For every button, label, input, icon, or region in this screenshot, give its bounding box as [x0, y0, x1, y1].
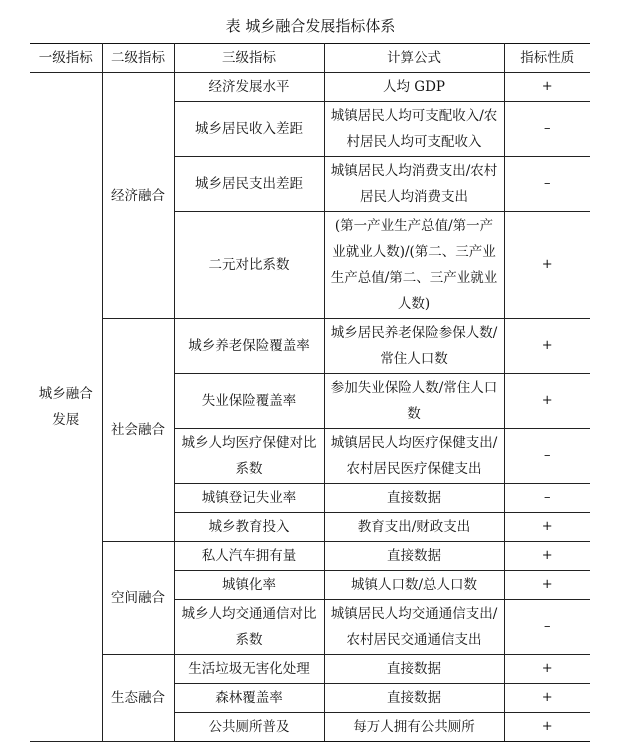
indicator-cell: 城乡居民收入差距: [174, 102, 324, 157]
nature-cell: +: [504, 655, 590, 684]
indicator-cell: 城乡人均交通通信对比系数: [174, 600, 324, 655]
header-level1: 一级指标: [30, 44, 102, 73]
formula-cell: (第一产业生产总值/第一产业就业人数)/(第二、三产业生产总值/第二、三产业就业人数): [324, 212, 504, 319]
formula-cell: 直接数据: [324, 684, 504, 713]
indicator-cell: 公共厕所普及: [174, 713, 324, 742]
header-level2: 二级指标: [102, 44, 174, 73]
nature-cell: –: [504, 429, 590, 484]
table-row: [30, 73, 590, 102]
level1-cell: 城乡融合发展: [30, 73, 102, 742]
formula-cell: 城镇人口数/总人口数: [324, 571, 504, 600]
level2-cell: 社会融合: [102, 319, 174, 542]
nature-cell: –: [504, 600, 590, 655]
indicator-cell: 城乡居民支出差距: [174, 157, 324, 212]
table-row: [30, 542, 590, 571]
indicator-cell: 森林覆盖率: [174, 684, 324, 713]
nature-cell: +: [504, 212, 590, 319]
nature-cell: –: [504, 102, 590, 157]
level2-cell: 空间融合: [102, 542, 174, 655]
formula-cell: 城乡居民养老保险参保人数/常住人口数: [324, 319, 504, 374]
formula-cell: 直接数据: [324, 655, 504, 684]
indicator-cell: 城乡养老保险覆盖率: [174, 319, 324, 374]
formula-cell: 直接数据: [324, 484, 504, 513]
formula-cell: 直接数据: [324, 542, 504, 571]
indicator-cell: 生活垃圾无害化处理: [174, 655, 324, 684]
indicator-table: [30, 43, 590, 742]
nature-cell: –: [504, 484, 590, 513]
indicator-cell: 城镇化率: [174, 571, 324, 600]
formula-cell: 城镇居民人均交通通信支出/农村居民交通通信支出: [324, 600, 504, 655]
formula-cell: 参加失业保险人数/常住人口数: [324, 374, 504, 429]
header-nature: 指标性质: [504, 44, 590, 73]
table-caption: 表 城乡融合发展指标体系: [225, 17, 396, 35]
formula-cell: 城镇居民人均医疗保健支出/农村居民医疗保健支出: [324, 429, 504, 484]
nature-cell: –: [504, 157, 590, 212]
level2-cell: 经济融合: [102, 73, 174, 319]
nature-cell: +: [504, 513, 590, 542]
formula-cell: 每万人拥有公共厕所: [324, 713, 504, 742]
indicator-cell: 二元对比系数: [174, 212, 324, 319]
formula-cell: 城镇居民人均可支配收入/农村居民人均可支配收入: [324, 102, 504, 157]
indicator-cell: 城镇登记失业率: [174, 484, 324, 513]
header-row: [30, 44, 590, 73]
nature-cell: +: [504, 374, 590, 429]
nature-cell: +: [504, 713, 590, 742]
nature-cell: +: [504, 684, 590, 713]
nature-cell: +: [504, 319, 590, 374]
nature-cell: +: [504, 542, 590, 571]
indicator-cell: 城乡人均医疗保健对比系数: [174, 429, 324, 484]
header-level3: 三级指标: [174, 44, 324, 73]
table-row: [30, 319, 590, 374]
nature-cell: +: [504, 73, 590, 102]
indicator-cell: 经济发展水平: [174, 73, 324, 102]
indicator-cell: 城乡教育投入: [174, 513, 324, 542]
level2-cell: 生态融合: [102, 655, 174, 742]
nature-cell: +: [504, 571, 590, 600]
formula-cell: 人均 GDP: [324, 73, 504, 102]
indicator-cell: 失业保险覆盖率: [174, 374, 324, 429]
header-formula: 计算公式: [324, 44, 504, 73]
table-row: [30, 655, 590, 684]
indicator-cell: 私人汽车拥有量: [174, 542, 324, 571]
formula-cell: 城镇居民人均消费支出/农村居民人均消费支出: [324, 157, 504, 212]
formula-cell: 教育支出/财政支出: [324, 513, 504, 542]
